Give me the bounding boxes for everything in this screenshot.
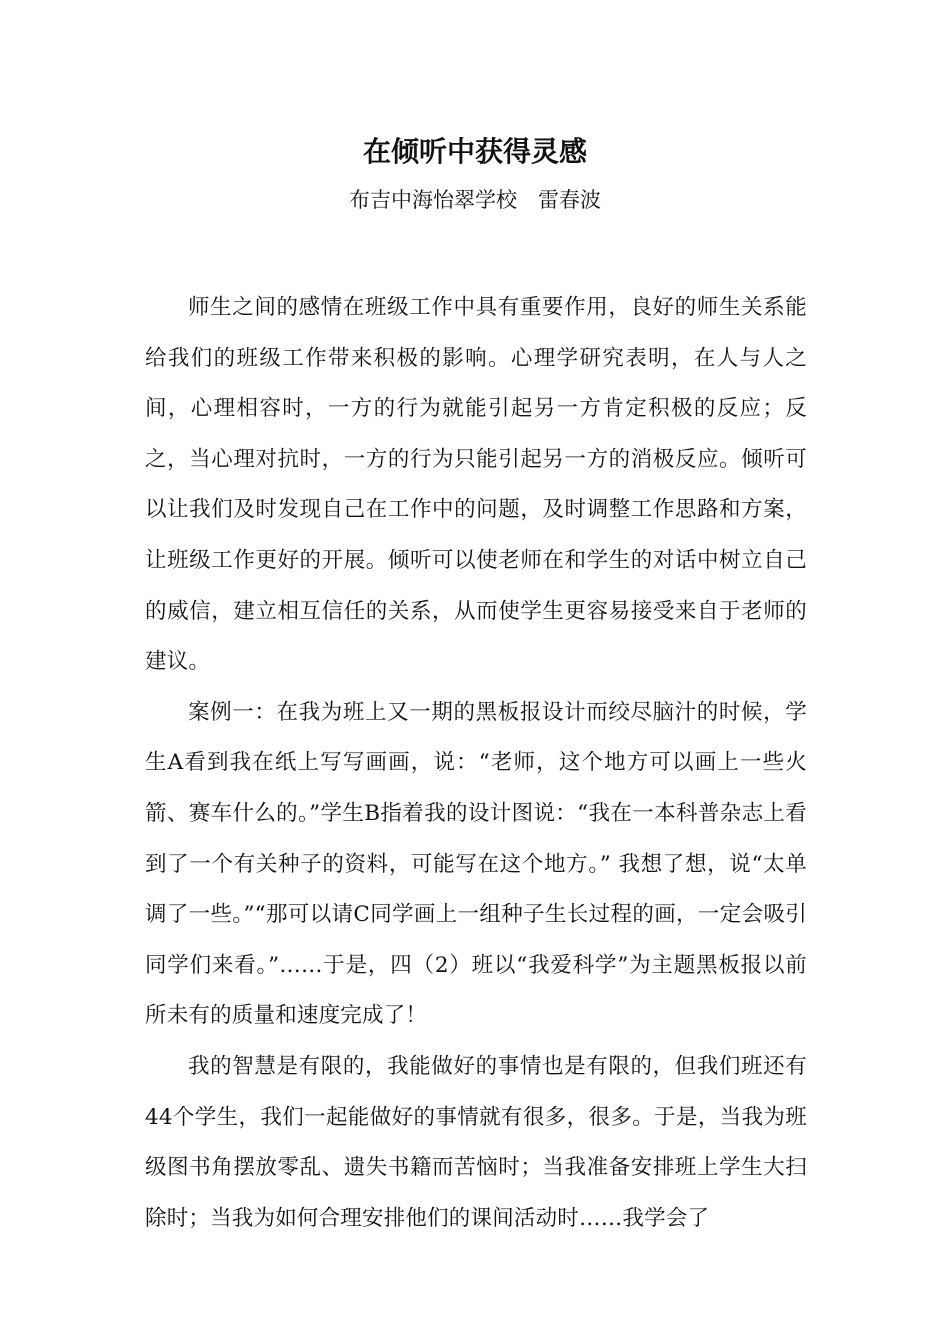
author-byline: 布吉中海怡翠学校 雷春波 <box>349 188 601 212</box>
document-body <box>145 283 807 1244</box>
paragraph-case-one: 案例一：在我为班上又一期的黑板报设计而绞尽脑汁的时候，学生A看到我在纸上写写画画，说：“老师，这个地方可以画上一些火箭、赛车什么的。”学生B指着我的设计图说：“我在一本科普杂志上看到了一个有关种子的资料，可能写在这个地方。” 我想了想，说“太单调了一些。”“那可以请C同学画上一组种子生长过程的画，一定会吸引同学们来看。”……于是，四（2）班以“我爱科学”为主题黑板报以前所未有的质量和速度完成了！ <box>145 699 807 1029</box>
paragraph-reflection: 我的智慧是有限的，我能做好的事情也是有限的，但我们班还有44个学生，我们一起能做好的事情就有很多，很多。于是，当我为班级图书角摆放零乱、遗失书籍而苦恼时；当我准备安排班上学生大扫除时；当我为如何合理安排他们的课间活动时……我学会了 <box>145 1053 807 1231</box>
paragraph-intro: 师生之间的感情在班级工作中具有重要作用，良好的师生关系能给我们的班级工作带来积极的影响。心理学研究表明，在人与人之间，心理相容时，一方的行为就能引起另一方肯定积极的反应；反之，当心理对抗时，一方的行为只能引起另一方的消极反应。倾听可以让我们及时发现自己在工作中的问题，及时调整工作思路和方案，让班级工作更好的开展。倾听可以使老师在和学生的对话中树立自己的威信，建立相互信任的关系，从而使学生更容易接受来自于老师的建议。 <box>145 295 807 675</box>
document-title: 在倾听中获得灵感 <box>362 135 587 168</box>
